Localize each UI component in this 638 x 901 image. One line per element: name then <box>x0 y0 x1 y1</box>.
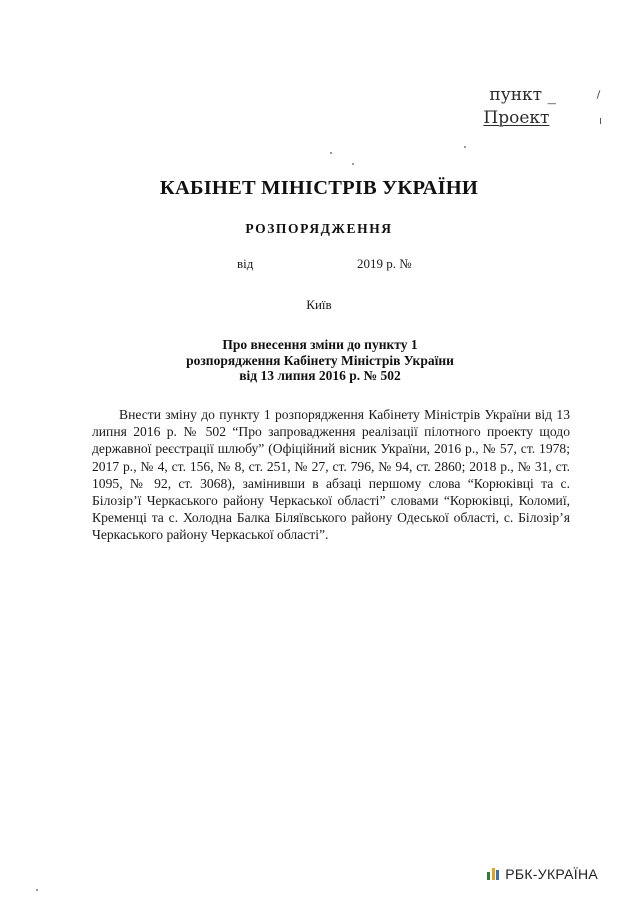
logo-bar <box>492 868 495 880</box>
draft-stamp <box>483 84 556 130</box>
scan-speck <box>352 163 354 165</box>
date-label: від <box>237 256 254 271</box>
body-paragraph: Внести зміну до пункту 1 розпорядження Кабінету Міністрів України від 13 липня 2016 р. № 502 “Про запровадження реалізації пілотного проекту щодо державної реєстрації шлюбу” (Офіційний вісник України, 2016 р., № 57, ст. 1978; 2017 р., № 4, ст. 156, № 8, ст. 251, № 27, ст. 796, № 94, ст. 2860; 2018 р., № 31, ст. 1095, № 92, ст. 3068), замінивши в абзаці першому слова “Корюківці та с. Білозір’ї Черкаського району Черкаської області” словами “Корюківці, Коломиї, Кременці та с. Холодна Балка Біляївського району Одеської області, с. Білозір’я Черкаського району Черкаської області”. <box>92 407 570 543</box>
heading-line: розпорядження Кабінету Міністрів України <box>186 352 454 368</box>
scan-mark <box>597 90 601 99</box>
rbc-ukraine-logo <box>487 866 598 882</box>
stamp-line-draft: Проект <box>483 108 550 128</box>
city: Київ <box>306 297 332 312</box>
scan-speck <box>330 152 332 154</box>
logo-text: РБК-УКРАЇНА <box>505 866 598 882</box>
scan-speck <box>36 889 38 891</box>
scan-speck <box>464 146 466 148</box>
stamp-line-item: пункт _ <box>483 84 556 107</box>
document-title: КАБІНЕТ МІНІСТРІВ УКРАЇНИ <box>159 177 479 199</box>
heading-line: Про внесення зміни до пункту 1 <box>222 337 418 352</box>
date-year-number: 2019 р. № <box>357 256 412 271</box>
logo-bar <box>487 872 490 880</box>
logo-bars-icon <box>487 868 499 880</box>
heading-line: від 13 липня 2016 р. № 502 <box>239 368 401 383</box>
document-heading <box>120 337 520 384</box>
logo-bar <box>496 870 499 880</box>
scan-mark <box>600 118 601 124</box>
document-type: РОЗПОРЯДЖЕННЯ <box>245 221 393 236</box>
